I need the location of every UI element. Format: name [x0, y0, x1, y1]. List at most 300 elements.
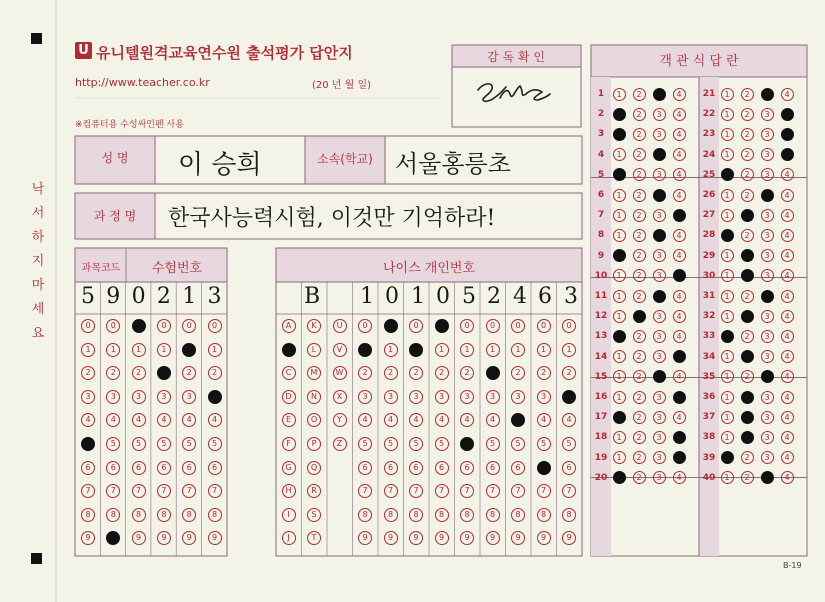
exam-digit-bubble: 8 [106, 508, 120, 522]
answer-choice-bubble: 4 [781, 330, 794, 343]
answer-choice-bubble: 4 [673, 108, 686, 121]
neis-digit-bubble: 6 [435, 461, 449, 475]
neis-digit-bubble: 3 [511, 390, 525, 404]
neis-letter-bubble: C [282, 366, 296, 380]
answer-choice-bubble: 3 [653, 269, 666, 282]
answer-choice-bubble: 3 [761, 269, 774, 282]
answer-choice-bubble [761, 471, 774, 484]
answer-choice-bubble: 4 [673, 168, 686, 181]
neis-digit-bubble [562, 390, 576, 404]
neis-digit-bubble: 5 [511, 437, 525, 451]
answer-choice-bubble: 1 [721, 108, 734, 121]
answer-choice-bubble: 4 [781, 310, 794, 323]
neis-digit-bubble: 1 [384, 343, 398, 357]
exam-digit-bubble: 8 [208, 508, 222, 522]
exam-digit-bubble: 3 [132, 390, 146, 404]
neis-letter-bubble: H [282, 484, 296, 498]
question-number: 1 [597, 89, 605, 99]
neis-digit-bubble: 9 [562, 531, 576, 545]
neis-digit-bubble: 9 [409, 531, 423, 545]
neis-digit-bubble: 1 [537, 343, 551, 357]
answer-choice-bubble: 4 [673, 330, 686, 343]
exam-digit-bubble: 6 [208, 461, 222, 475]
exam-digit-bubble: 6 [182, 461, 196, 475]
neis-letter-bubble: F [282, 437, 296, 451]
answer-choice-bubble: 3 [761, 411, 774, 424]
answer-choice-bubble [613, 330, 626, 343]
exam-digit-bubble: 6 [157, 461, 171, 475]
exam-digit-bubble: 4 [132, 413, 146, 427]
exam-digit-bubble: 2 [182, 366, 196, 380]
answer-choice-bubble [653, 148, 666, 161]
answer-choice-bubble [741, 269, 754, 282]
answer-choice-bubble [741, 350, 754, 363]
neis-digit-bubble: 9 [460, 531, 474, 545]
answer-choice-bubble: 1 [721, 391, 734, 404]
answer-choice-bubble [741, 310, 754, 323]
exam-written-digit: 3 [207, 284, 222, 309]
neis-letter-bubble: K [307, 319, 321, 333]
question-number: 9 [597, 250, 605, 261]
answer-choice-bubble: 3 [761, 310, 774, 323]
logo-mark: U [75, 42, 92, 59]
neis-digit-bubble: 6 [562, 461, 576, 475]
neis-letter-bubble: I [282, 508, 296, 522]
question-number: 40 [702, 472, 716, 483]
neis-written-char: 3 [564, 284, 578, 309]
answer-choice-bubble: 4 [673, 310, 686, 323]
answer-choice-bubble: 3 [761, 168, 774, 181]
answer-choice-bubble: 1 [613, 88, 626, 101]
side-text-char: 세 [31, 302, 45, 317]
answer-choice-bubble: 4 [781, 168, 794, 181]
question-number: 18 [594, 432, 608, 443]
exam-digit-bubble: 1 [132, 343, 146, 357]
answer-choice-bubble: 1 [721, 128, 734, 141]
answer-choice-bubble: 1 [613, 290, 626, 303]
answer-choice-bubble: 2 [741, 168, 754, 181]
exam-digit-bubble: 4 [208, 413, 222, 427]
page-title: 유니텔원격교육연수원 출석평가 답안지 [96, 44, 353, 62]
answer-choice-bubble: 1 [721, 269, 734, 282]
neis-digit-bubble: 2 [511, 366, 525, 380]
neis-letter-bubble: S [307, 508, 321, 522]
exam-digit-bubble: 6 [132, 461, 146, 475]
neis-written-char: 0 [385, 284, 399, 309]
neis-digit-bubble: 8 [486, 508, 500, 522]
answer-choice-bubble [741, 411, 754, 424]
exam-digit-bubble: 0 [81, 319, 95, 333]
answer-choice-bubble: 2 [633, 451, 646, 464]
neis-digit-bubble: 3 [358, 390, 372, 404]
side-text-char: 하 [31, 230, 45, 245]
answer-choice-bubble: 3 [761, 249, 774, 262]
neis-letter-bubble: P [307, 437, 321, 451]
neis-digit-bubble: 9 [435, 531, 449, 545]
neis-written-char: 6 [538, 284, 552, 309]
question-number: 29 [702, 250, 716, 261]
answer-choice-bubble: 3 [653, 391, 666, 404]
neis-digit-bubble [358, 343, 372, 357]
answer-choice-bubble: 2 [633, 411, 646, 424]
answer-choice-bubble: 2 [633, 269, 646, 282]
answer-choice-bubble [653, 370, 666, 383]
neis-digit-bubble: 6 [460, 461, 474, 475]
answer-choice-bubble: 4 [781, 209, 794, 222]
exam-number-label: 수험번호 [151, 261, 203, 276]
neis-digit-bubble: 9 [358, 531, 372, 545]
answer-choice-bubble: 2 [741, 330, 754, 343]
neis-letter-bubble: M [307, 366, 321, 380]
exam-digit-bubble: 6 [106, 461, 120, 475]
neis-written-char: 5 [462, 284, 476, 309]
answer-choice-bubble [613, 411, 626, 424]
exam-digit-bubble: 4 [182, 413, 196, 427]
answer-choice-bubble [673, 269, 686, 282]
neis-written-char: 2 [487, 284, 501, 309]
neis-digit-bubble: 7 [358, 484, 372, 498]
neis-digit-bubble: 5 [384, 437, 398, 451]
neis-digit-bubble: 7 [537, 484, 551, 498]
answer-choice-bubble: 2 [741, 471, 754, 484]
neis-digit-bubble: 7 [409, 484, 423, 498]
answer-choice-bubble [741, 249, 754, 262]
answer-choice-bubble: 4 [673, 411, 686, 424]
answer-choice-bubble: 4 [673, 249, 686, 262]
neis-digit-bubble: 7 [511, 484, 525, 498]
question-number: 5 [597, 169, 605, 180]
answer-choice-bubble: 2 [633, 249, 646, 262]
question-number: 19 [594, 452, 608, 463]
exam-digit-bubble: 1 [81, 343, 95, 357]
exam-digit-bubble: 5 [182, 437, 196, 451]
course-label: 과 정 명 [93, 209, 137, 223]
answer-choice-bubble: 3 [653, 451, 666, 464]
date-fill-text: (20 년 월 일) [312, 80, 372, 91]
answer-choice-bubble: 1 [613, 350, 626, 363]
neis-digit-bubble: 6 [409, 461, 423, 475]
neis-letter-bubble: W [333, 366, 347, 380]
answer-choice-bubble: 1 [721, 88, 734, 101]
answer-choice-bubble: 4 [781, 249, 794, 262]
question-number: 24 [702, 149, 716, 160]
answer-choice-bubble: 1 [613, 431, 626, 444]
neis-letter-bubble: A [282, 319, 296, 333]
exam-digit-bubble: 2 [81, 366, 95, 380]
exam-digit-bubble: 5 [132, 437, 146, 451]
side-warning-text [30, 178, 46, 346]
exam-digit-bubble: 1 [208, 343, 222, 357]
answer-choice-bubble: 2 [633, 391, 646, 404]
neis-digit-bubble: 8 [537, 508, 551, 522]
answer-choice-bubble: 4 [673, 189, 686, 202]
answer-choice-bubble: 1 [613, 189, 626, 202]
exam-digit-bubble: 8 [81, 508, 95, 522]
neis-digit-bubble: 7 [460, 484, 474, 498]
answer-choice-bubble: 4 [673, 290, 686, 303]
supervisor-label: 감 독 확 인 [487, 50, 545, 64]
neis-letter-bubble: J [282, 531, 296, 545]
timing-mark [31, 33, 42, 44]
answer-choice-bubble: 4 [781, 350, 794, 363]
neis-digit-bubble: 1 [486, 343, 500, 357]
neis-digit-bubble: 5 [537, 437, 551, 451]
exam-digit-bubble: 0 [208, 319, 222, 333]
neis-digit-bubble: 7 [384, 484, 398, 498]
exam-written-digit: 2 [156, 284, 171, 309]
exam-digit-bubble: 7 [132, 484, 146, 498]
neis-letter-bubble: D [282, 390, 296, 404]
answer-choice-bubble [761, 370, 774, 383]
neis-digit-bubble: 4 [460, 413, 474, 427]
neis-digit-bubble: 5 [562, 437, 576, 451]
answer-choice-bubble [781, 148, 794, 161]
answer-choice-bubble [613, 168, 626, 181]
exam-written-digit: 0 [131, 284, 146, 309]
answer-choice-bubble: 1 [613, 229, 626, 242]
answer-choice-bubble: 2 [633, 209, 646, 222]
answer-choice-bubble: 3 [653, 209, 666, 222]
answer-choice-bubble: 1 [613, 451, 626, 464]
neis-digit-bubble: 8 [511, 508, 525, 522]
answer-choice-bubble: 1 [721, 310, 734, 323]
question-number: 31 [702, 291, 716, 301]
answer-choice-bubble: 1 [721, 431, 734, 444]
question-number: 37 [702, 412, 716, 423]
exam-digit-bubble: 7 [81, 484, 95, 498]
question-number: 14 [594, 351, 608, 362]
exam-digit-bubble: 5 [157, 437, 171, 451]
neis-digit-bubble: 8 [435, 508, 449, 522]
answer-choice-bubble: 4 [781, 451, 794, 464]
answer-choice-bubble: 1 [721, 249, 734, 262]
answer-choice-bubble: 4 [781, 411, 794, 424]
answer-choice-bubble [653, 88, 666, 101]
answers-title: 객 관 식 답 란 [659, 54, 739, 69]
exam-digit-bubble: 8 [182, 508, 196, 522]
exam-digit-bubble: 7 [182, 484, 196, 498]
exam-digit-bubble [157, 366, 171, 380]
neis-digit-bubble: 5 [409, 437, 423, 451]
question-number: 25 [702, 169, 716, 180]
question-number: 36 [702, 392, 716, 402]
answer-choice-bubble [761, 88, 774, 101]
answer-choice-bubble: 2 [633, 431, 646, 444]
exam-digit-bubble: 4 [157, 413, 171, 427]
answer-choice-bubble: 4 [781, 290, 794, 303]
answer-choice-bubble: 2 [741, 148, 754, 161]
answer-choice-bubble: 3 [761, 229, 774, 242]
answer-choice-bubble: 3 [761, 350, 774, 363]
exam-digit-bubble [182, 343, 196, 357]
answer-choice-bubble: 3 [653, 310, 666, 323]
neis-digit-bubble: 4 [409, 413, 423, 427]
answer-choice-bubble: 1 [721, 189, 734, 202]
answer-choice-bubble [761, 189, 774, 202]
answer-choice-bubble: 2 [633, 330, 646, 343]
answer-choice-bubble [721, 229, 734, 242]
exam-digit-bubble: 6 [81, 461, 95, 475]
answer-choice-bubble: 2 [741, 370, 754, 383]
neis-written-char: B [304, 284, 321, 309]
answer-choice-bubble: 4 [673, 128, 686, 141]
exam-written-digit: 9 [106, 284, 121, 309]
exam-digit-bubble: 9 [182, 531, 196, 545]
answer-choice-bubble: 2 [741, 290, 754, 303]
neis-digit-bubble: 3 [486, 390, 500, 404]
answer-choice-bubble: 2 [633, 370, 646, 383]
exam-digit-bubble: 1 [106, 343, 120, 357]
neis-digit-bubble: 5 [486, 437, 500, 451]
exam-digit-bubble: 7 [208, 484, 222, 498]
exam-digit-bubble: 9 [157, 531, 171, 545]
neis-letter-bubble: T [307, 531, 321, 545]
question-number: 30 [702, 270, 716, 281]
neis-letter-bubble: Y [333, 413, 347, 427]
neis-digit-bubble: 4 [358, 413, 372, 427]
neis-digit-bubble [435, 319, 449, 333]
question-number: 21 [702, 89, 716, 99]
answer-choice-bubble: 4 [781, 269, 794, 282]
answer-choice-bubble: 4 [673, 370, 686, 383]
neis-digit-bubble: 0 [562, 319, 576, 333]
question-number: 10 [594, 270, 608, 281]
answer-choice-bubble [761, 290, 774, 303]
exam-digit-bubble [81, 437, 95, 451]
neis-digit-bubble: 2 [358, 366, 372, 380]
exam-written-digit: 1 [182, 284, 197, 309]
neis-letter-bubble: R [307, 484, 321, 498]
exam-digit-bubble: 2 [208, 366, 222, 380]
neis-digit-bubble [409, 343, 423, 357]
answer-choice-bubble: 4 [781, 189, 794, 202]
answer-choice-bubble [613, 108, 626, 121]
answer-choice-bubble [721, 451, 734, 464]
answer-choice-bubble: 4 [673, 229, 686, 242]
answer-choice-bubble: 2 [633, 108, 646, 121]
answer-choice-bubble: 4 [781, 391, 794, 404]
question-number: 28 [702, 230, 716, 241]
neis-digit-bubble: 0 [358, 319, 372, 333]
neis-digit-bubble: 6 [384, 461, 398, 475]
neis-digit-bubble: 9 [537, 531, 551, 545]
neis-digit-bubble: 4 [486, 413, 500, 427]
answer-choice-bubble: 1 [721, 209, 734, 222]
neis-digit-bubble: 7 [435, 484, 449, 498]
neis-written-char: 0 [436, 284, 450, 309]
exam-digit-bubble: 0 [182, 319, 196, 333]
exam-digit-bubble: 5 [208, 437, 222, 451]
exam-digit-bubble: 4 [81, 413, 95, 427]
question-number: 8 [597, 230, 605, 241]
answer-choice-bubble: 2 [741, 229, 754, 242]
exam-digit-bubble: 7 [106, 484, 120, 498]
answer-choice-bubble: 1 [721, 471, 734, 484]
answer-choice-bubble [653, 189, 666, 202]
exam-digit-bubble: 9 [132, 531, 146, 545]
neis-letter-bubble: Z [333, 437, 347, 451]
exam-digit-bubble: 3 [182, 390, 196, 404]
answer-choice-bubble: 4 [781, 88, 794, 101]
answer-choice-bubble: 1 [613, 391, 626, 404]
answer-choice-bubble: 3 [761, 431, 774, 444]
answer-choice-bubble: 2 [741, 108, 754, 121]
answer-choice-bubble: 2 [633, 189, 646, 202]
affiliation-label: 소속(학교) [317, 152, 373, 166]
question-number: 32 [702, 311, 716, 322]
neis-written-char: 1 [360, 284, 374, 309]
answer-choice-bubble: 3 [653, 249, 666, 262]
side-text-char: 요 [31, 326, 45, 341]
answer-choice-bubble: 3 [761, 209, 774, 222]
neis-digit-bubble: 1 [435, 343, 449, 357]
neis-written-char: 1 [411, 284, 425, 309]
answer-choice-bubble: 1 [613, 209, 626, 222]
exam-digit-bubble: 4 [106, 413, 120, 427]
neis-digit-bubble: 7 [562, 484, 576, 498]
neis-letter-bubble: U [333, 319, 347, 333]
answer-choice-bubble: 3 [653, 431, 666, 444]
exam-digit-bubble: 9 [81, 531, 95, 545]
answer-choice-bubble: 2 [633, 168, 646, 181]
question-number: 16 [594, 392, 608, 402]
neis-digit-bubble: 3 [409, 390, 423, 404]
answer-choice-bubble [613, 249, 626, 262]
question-number: 27 [702, 210, 716, 221]
form-code: B-19 [783, 561, 802, 570]
neis-digit-bubble: 8 [562, 508, 576, 522]
neis-letter-bubble: X [333, 390, 347, 404]
neis-digit-bubble: 6 [486, 461, 500, 475]
answer-choice-bubble: 2 [741, 88, 754, 101]
neis-written-char: 4 [513, 284, 527, 309]
answer-choice-bubble: 4 [781, 431, 794, 444]
question-number: 15 [594, 371, 608, 382]
neis-digit-bubble: 5 [358, 437, 372, 451]
question-number: 34 [702, 351, 716, 362]
exam-digit-bubble: 7 [157, 484, 171, 498]
answer-choice-bubble [673, 431, 686, 444]
neis-digit-bubble: 2 [460, 366, 474, 380]
pen-notice: ※컴퓨터용 수성싸인펜 사용 [75, 120, 184, 130]
answer-choice-bubble [741, 209, 754, 222]
neis-letter-bubble: Q [307, 461, 321, 475]
answer-choice-bubble: 2 [633, 229, 646, 242]
question-number: 3 [597, 129, 605, 140]
neis-letter-bubble: V [333, 343, 347, 357]
answer-choice-bubble: 3 [761, 391, 774, 404]
answer-choice-bubble: 1 [721, 148, 734, 161]
exam-digit-bubble: 3 [157, 390, 171, 404]
neis-digit-bubble: 8 [358, 508, 372, 522]
question-number: 2 [597, 109, 605, 120]
neis-digit-bubble: 4 [384, 413, 398, 427]
answer-choice-bubble [653, 290, 666, 303]
neis-digit-bubble [384, 319, 398, 333]
neis-digit-bubble: 9 [486, 531, 500, 545]
question-number: 23 [702, 129, 716, 140]
answer-choice-bubble: 2 [633, 88, 646, 101]
exam-digit-bubble: 8 [132, 508, 146, 522]
answer-choice-bubble [741, 391, 754, 404]
neis-digit-bubble: 5 [435, 437, 449, 451]
subject-code-label: 과목코드 [81, 263, 121, 274]
answer-choice-bubble: 2 [633, 128, 646, 141]
neis-digit-bubble: 2 [384, 366, 398, 380]
question-number: 13 [594, 331, 608, 342]
answer-choice-bubble: 2 [741, 189, 754, 202]
answer-choice-bubble [721, 168, 734, 181]
